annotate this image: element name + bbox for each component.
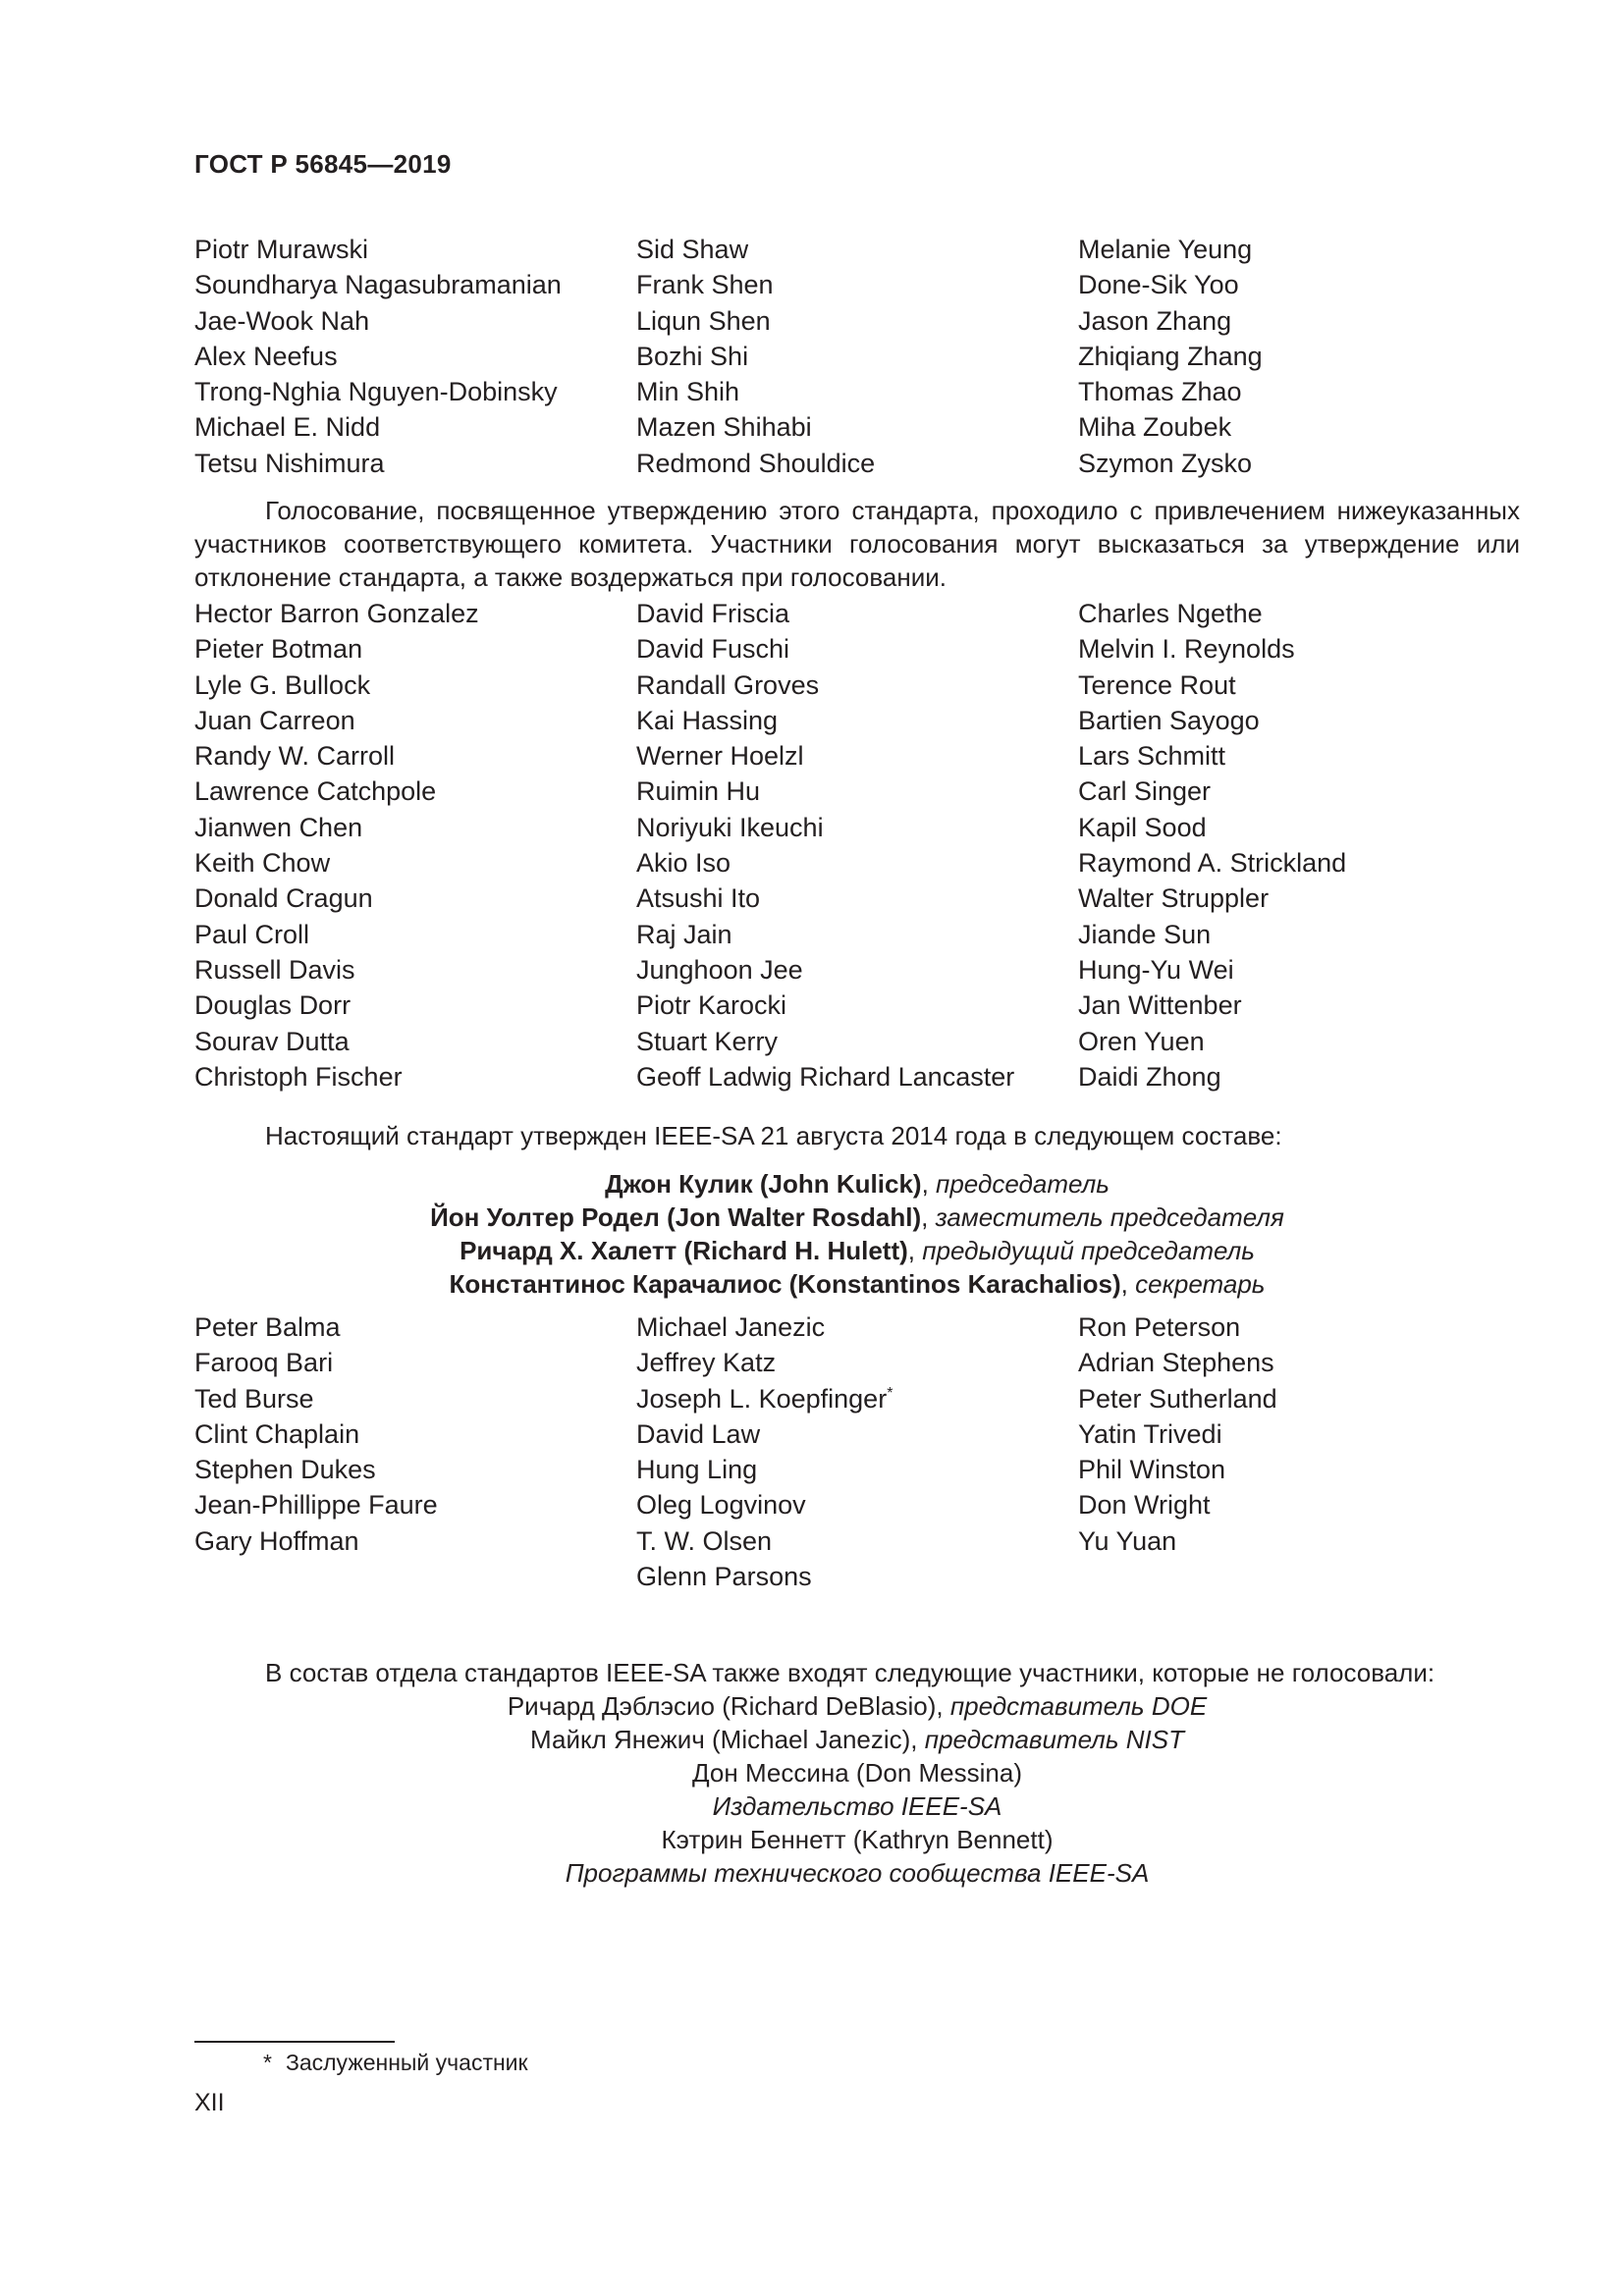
officer-line: Константинос Карачалиос (Konstantinos Karachalios), секретарь bbox=[449, 1269, 1266, 1299]
participant-name: Tetsu Nishimura bbox=[194, 448, 385, 478]
participant-name: Raj Jain bbox=[636, 919, 732, 949]
participant-name: Joseph L. Koepfinger bbox=[636, 1383, 888, 1414]
participant-name: Carl Singer bbox=[1078, 776, 1212, 807]
participant-name: Szymon Zysko bbox=[1078, 448, 1253, 478]
participant-name: Ted Burse bbox=[194, 1383, 314, 1414]
participant-name: Jianwen Chen bbox=[194, 812, 363, 842]
participant-name: Bozhi Shi bbox=[636, 341, 749, 371]
participant-name: Alex Neefus bbox=[194, 341, 338, 371]
participant-name: Peter Balma bbox=[194, 1312, 341, 1342]
participant-name: Ruimin Hu bbox=[636, 776, 761, 807]
participant-name: David Law bbox=[636, 1418, 761, 1449]
participant-name: Bartien Sayogo bbox=[1078, 705, 1260, 735]
participant-name: Gary Hoffman bbox=[194, 1525, 359, 1556]
nonvoting-role: Издательство IEEE-SA bbox=[712, 1791, 1002, 1821]
participant-name: Peter Sutherland bbox=[1078, 1383, 1277, 1414]
participant-column-3 bbox=[1078, 596, 1510, 1095]
participant-column-3 bbox=[1078, 232, 1510, 481]
participant-name: Frank Shen bbox=[636, 270, 774, 300]
nonvoting-name: Майкл Янежич (Michael Janezic), bbox=[530, 1725, 918, 1754]
participant-name: Daidi Zhong bbox=[1078, 1061, 1221, 1092]
participant-name: Min Shih bbox=[636, 377, 740, 407]
participant-name: Charles Ngethe bbox=[1078, 599, 1263, 628]
participant-name: Glenn Parsons bbox=[636, 1562, 812, 1592]
participant-column-1 bbox=[194, 596, 636, 1095]
participant-name: Hector Barron Gonzalez bbox=[194, 599, 479, 628]
participant-name: David Friscia bbox=[636, 599, 790, 628]
officer-role: предыдущий председатель bbox=[922, 1236, 1255, 1265]
participant-name: Randy W. Carroll bbox=[194, 741, 396, 772]
participant-column-1 bbox=[194, 1309, 636, 1594]
participant-name: Lyle G. Bullock bbox=[194, 669, 371, 700]
participant-name: Clint Chaplain bbox=[194, 1418, 360, 1449]
participant-column-2 bbox=[636, 596, 1078, 1095]
nonvoting-paragraph: В состав отдела стандартов IEEE-SA также входят следующие участники, которые не голосовали: bbox=[265, 1658, 1435, 1687]
participant-name: Paul Croll bbox=[194, 919, 310, 949]
nonvoting-line bbox=[194, 1789, 1520, 1823]
participant-name: Melanie Yeung bbox=[1078, 235, 1253, 264]
participant-name: Keith Chow bbox=[194, 848, 331, 879]
officer-role: председатель bbox=[936, 1169, 1110, 1199]
nonvoting-line bbox=[194, 1723, 1520, 1756]
participant-name: Done-Sik Yoo bbox=[1078, 270, 1239, 300]
participant-name: Pieter Botman bbox=[194, 634, 363, 665]
participant-name: Michael E. Nidd bbox=[194, 412, 381, 443]
participant-name: Jae-Wook Nah bbox=[194, 305, 370, 336]
footnote-reference: * bbox=[887, 1384, 893, 1402]
officer-role: секретарь bbox=[1135, 1269, 1266, 1299]
participant-name: Piotr Murawski bbox=[194, 235, 369, 264]
nonvoting-line bbox=[194, 1689, 1520, 1723]
footnote-mark: * bbox=[263, 2050, 272, 2075]
participant-list-2 bbox=[194, 596, 1510, 1095]
participant-name: Donald Cragun bbox=[194, 883, 373, 914]
participant-name: Sourav Dutta bbox=[194, 1026, 350, 1056]
participant-name: Michael Janezic bbox=[636, 1312, 826, 1342]
nonvoting-role: представитель NIST bbox=[924, 1725, 1184, 1754]
participant-name: Melvin I. Reynolds bbox=[1078, 634, 1295, 665]
participant-name: Kapil Sood bbox=[1078, 812, 1207, 842]
nonvoting-name: Ричард Дэблэсио (Richard DeBlasio), bbox=[507, 1691, 944, 1721]
document-header: ГОСТ Р 56845—2019 bbox=[194, 149, 452, 179]
participant-name: Piotr Karocki bbox=[636, 990, 787, 1021]
participant-name: Terence Rout bbox=[1078, 669, 1236, 700]
participant-column-2 bbox=[636, 232, 1078, 481]
participant-name: Lars Schmitt bbox=[1078, 741, 1226, 772]
participant-name: Randall Groves bbox=[636, 669, 820, 700]
participant-name: Oleg Logvinov bbox=[636, 1490, 806, 1521]
nonvoting-name: Кэтрин Беннетт (Kathryn Bennett) bbox=[661, 1825, 1054, 1854]
participant-name: Akio Iso bbox=[636, 848, 731, 879]
footnote bbox=[263, 2048, 528, 2077]
participant-name: Jean-Phillippe Faure bbox=[194, 1490, 438, 1521]
footnote-divider bbox=[194, 2041, 395, 2043]
participant-name: Farooq Bari bbox=[194, 1348, 334, 1378]
officer-line: Ричард Х. Халетт (Richard H. Hulett), предыдущий председатель bbox=[460, 1236, 1255, 1265]
participant-column-2 bbox=[636, 1309, 1078, 1594]
participant-name: Hung-Yu Wei bbox=[1078, 954, 1234, 985]
participant-name: Adrian Stephens bbox=[1078, 1348, 1274, 1378]
participant-name: Ron Peterson bbox=[1078, 1312, 1241, 1342]
nonvoting-line bbox=[194, 1756, 1520, 1789]
participant-name: Redmond Shouldice bbox=[636, 448, 876, 478]
participant-name: Zhiqiang Zhang bbox=[1078, 341, 1263, 371]
participant-name: David Fuschi bbox=[636, 634, 790, 665]
nonvoting-line bbox=[194, 1856, 1520, 1890]
participant-list-1 bbox=[194, 232, 1510, 481]
officers-block bbox=[194, 1167, 1520, 1301]
participant-name: Miha Zoubek bbox=[1078, 412, 1232, 443]
officer-line: Йон Уолтер Родел (Jon Walter Rosdahl), заместитель председателя bbox=[430, 1202, 1284, 1232]
participant-name: Raymond A. Strickland bbox=[1078, 848, 1347, 879]
participant-name: T. W. Olsen bbox=[636, 1525, 773, 1556]
participant-name: Hung Ling bbox=[636, 1455, 758, 1485]
participant-name: Stuart Kerry bbox=[636, 1026, 779, 1056]
participant-name: Christoph Fischer bbox=[194, 1061, 403, 1092]
participant-name: Phil Winston bbox=[1078, 1455, 1226, 1485]
participant-column-3 bbox=[1078, 1309, 1510, 1594]
officer-line: Джон Кулик (John Kulick), председатель bbox=[605, 1169, 1110, 1199]
participant-name: Thomas Zhao bbox=[1078, 377, 1242, 407]
participant-name: Lawrence Catchpole bbox=[194, 776, 437, 807]
participant-list-3 bbox=[194, 1309, 1510, 1594]
voting-paragraph: Голосование, посвященное утверждению этого стандарта, проходило с привлечением нижеуказанных участников соответствующего комитета. Участники голосования могут высказаться за утверждение или отклонение стандарта, а также воздержаться при голосовании. bbox=[194, 496, 1520, 592]
nonvoting-role: Программы технического сообщества IEEE-SA bbox=[565, 1858, 1150, 1888]
participant-name: Liqun Shen bbox=[636, 305, 771, 336]
nonvoting-line bbox=[194, 1823, 1520, 1856]
nonvoting-role: представитель DOE bbox=[949, 1691, 1208, 1721]
participant-name: Don Wright bbox=[1078, 1490, 1211, 1521]
participant-name: Trong-Nghia Nguyen-Dobinsky bbox=[194, 377, 558, 407]
participant-name: Oren Yuen bbox=[1078, 1026, 1205, 1056]
participant-name: Jan Wittenber bbox=[1078, 990, 1242, 1021]
participant-name: Junghoon Jee bbox=[636, 954, 803, 985]
participant-name: Yu Yuan bbox=[1078, 1525, 1177, 1556]
participant-name: Mazen Shihabi bbox=[636, 412, 812, 443]
participant-name: Walter Struppler bbox=[1078, 883, 1270, 914]
participant-name: Juan Carreon bbox=[194, 705, 355, 735]
participant-name: Geoff Ladwig Richard Lancaster bbox=[636, 1061, 1015, 1092]
approval-paragraph: Настоящий стандарт утвержден IEEE-SA 21 августа 2014 года в следующем составе: bbox=[265, 1121, 1282, 1150]
nonvoting-block bbox=[194, 1689, 1520, 1890]
participant-name: Atsushi Ito bbox=[636, 883, 761, 914]
officer-name: Константинос Карачалиос (Konstantinos Karachalios) bbox=[449, 1269, 1121, 1299]
participant-name: Noriyuki Ikeuchi bbox=[636, 812, 824, 842]
participant-name: Jeffrey Katz bbox=[636, 1348, 777, 1378]
participant-name: Russell Davis bbox=[194, 954, 355, 985]
footnote-text: Заслуженный участник bbox=[285, 2050, 528, 2075]
participant-name: Sid Shaw bbox=[636, 235, 749, 264]
participant-name: Kai Hassing bbox=[636, 705, 779, 735]
officer-name: Джон Кулик (John Kulick) bbox=[605, 1169, 922, 1199]
participant-name: Douglas Dorr bbox=[194, 990, 352, 1021]
participant-name: Soundharya Nagasubramanian bbox=[194, 270, 562, 300]
participant-name-with-footnote bbox=[636, 1381, 1078, 1416]
participant-name: Yatin Trivedi bbox=[1078, 1418, 1222, 1449]
officer-name-en: (Richard H. Hulett) bbox=[683, 1236, 908, 1265]
officer-name: Йон Уолтер Родел (Jon Walter Rosdahl) bbox=[430, 1202, 922, 1232]
page-number: XII bbox=[194, 2089, 225, 2116]
officer-role: заместитель председателя bbox=[935, 1202, 1284, 1232]
participant-name: Stephen Dukes bbox=[194, 1455, 376, 1485]
participant-column-1 bbox=[194, 232, 636, 481]
participant-name: Jason Zhang bbox=[1078, 305, 1232, 336]
participant-name: Jiande Sun bbox=[1078, 919, 1212, 949]
participant-name: Werner Hoelzl bbox=[636, 741, 804, 772]
nonvoting-name: Дон Мессина (Don Messina) bbox=[692, 1758, 1022, 1788]
officer-name: Ричард Х. Халетт bbox=[460, 1236, 677, 1265]
